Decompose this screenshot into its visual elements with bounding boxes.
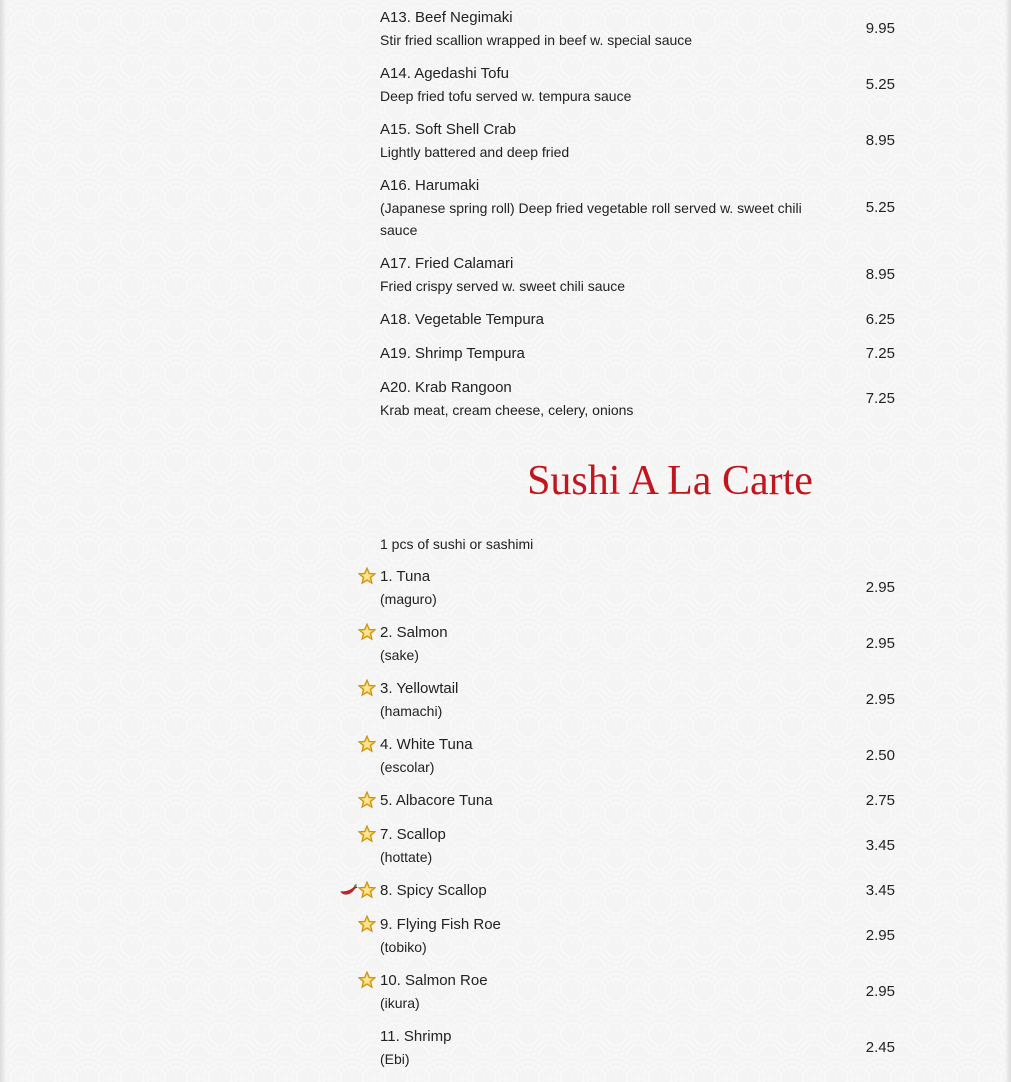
menu-item [380,678,895,722]
menu-item [380,253,895,297]
item-name: A18. Vegetable Tempura [380,311,545,328]
item-description: (Ebi) [380,1051,410,1067]
item-price: 2.50 [865,747,895,764]
menu-item [380,880,895,902]
star-icon [358,915,376,933]
item-description: Krab meat, cream cheese, celery, onions [380,402,634,418]
item-name: A19. Shrimp Tempura [380,345,525,362]
menu-item [380,175,895,241]
menu-item [380,309,895,331]
menu-item [380,622,895,666]
menu-item [380,63,895,107]
item-price: 2.95 [865,927,895,944]
item-name: 1. Tuna [380,568,431,585]
menu-item [380,970,895,1014]
item-name: A14. Agedashi Tofu [380,65,509,82]
page-edge-right [1005,0,1011,1082]
item-price: 2.95 [865,983,895,1000]
menu-item [380,7,895,51]
item-price: 2.95 [865,635,895,652]
item-price: 6.25 [865,311,895,328]
item-name: A20. Krab Rangoon [380,379,512,396]
item-name: 10. Salmon Roe [380,972,488,989]
item-description: Deep fried tofu served w. tempura sauce [380,88,632,104]
item-description: Fried crispy served w. sweet chili sauce [380,278,626,294]
item-price: 2.75 [865,792,895,809]
star-icon [358,567,376,585]
item-name: 5. Albacore Tuna [380,792,493,809]
menu-item [380,824,895,868]
section-note: 1 pcs of sushi or sashimi [380,536,534,552]
item-description: Lightly battered and deep fried [380,144,570,160]
item-name: 9. Flying Fish Roe [380,916,501,933]
star-icon [358,791,376,809]
star-icon [358,623,376,641]
item-name: A13. Beef Negimaki [380,9,513,26]
item-name: 11. Shrimp [380,1028,452,1045]
item-description: (tobiko) [380,939,427,955]
page-edge-left [0,0,6,1082]
item-description: (escolar) [380,759,435,775]
item-price: 8.95 [865,266,895,283]
chili-pepper-icon [340,883,358,897]
item-description: (sake) [380,647,419,663]
item-name: 7. Scallop [380,826,446,843]
section-title: Sushi A La Carte [527,458,813,504]
item-price: 3.45 [865,882,895,899]
menu-item [380,914,895,958]
menu-item [380,343,895,365]
item-description: (maguro) [380,591,437,607]
item-name: 2. Salmon [380,624,448,641]
star-icon [358,825,376,843]
item-description: (hottate) [380,849,433,865]
item-name: 3. Yellowtail [380,680,459,697]
item-price: 2.45 [865,1039,895,1056]
item-description: (ikura) [380,995,420,1011]
item-price: 2.95 [865,691,895,708]
item-price: 5.25 [865,76,895,93]
item-name: 4. White Tuna [380,736,473,753]
star-icon [358,679,376,697]
star-icon [358,971,376,989]
item-price: 9.95 [865,20,895,37]
star-icon [358,735,376,753]
item-description: (Japanese spring roll) Deep fried vegetable roll served w. sweet chili sauce [380,200,802,238]
item-price: 2.95 [865,579,895,596]
item-description: (hamachi) [380,703,443,719]
item-name: A16. Harumaki [380,177,480,194]
star-icon [358,881,376,899]
item-price: 7.25 [865,345,895,362]
menu-item [380,566,895,610]
item-name: A17. Fried Calamari [380,255,514,272]
menu-item [380,377,895,421]
item-name: 8. Spicy Scallop [380,882,487,899]
item-price: 5.25 [865,199,895,216]
menu-item [380,790,895,812]
menu-item [380,734,895,778]
menu-item [380,119,895,163]
item-description: Stir fried scallion wrapped in beef w. special sauce [380,32,693,48]
item-price: 3.45 [865,837,895,854]
menu-item [380,1026,895,1070]
item-name: A15. Soft Shell Crab [380,121,516,138]
item-price: 7.25 [865,390,895,407]
item-price: 8.95 [865,132,895,149]
